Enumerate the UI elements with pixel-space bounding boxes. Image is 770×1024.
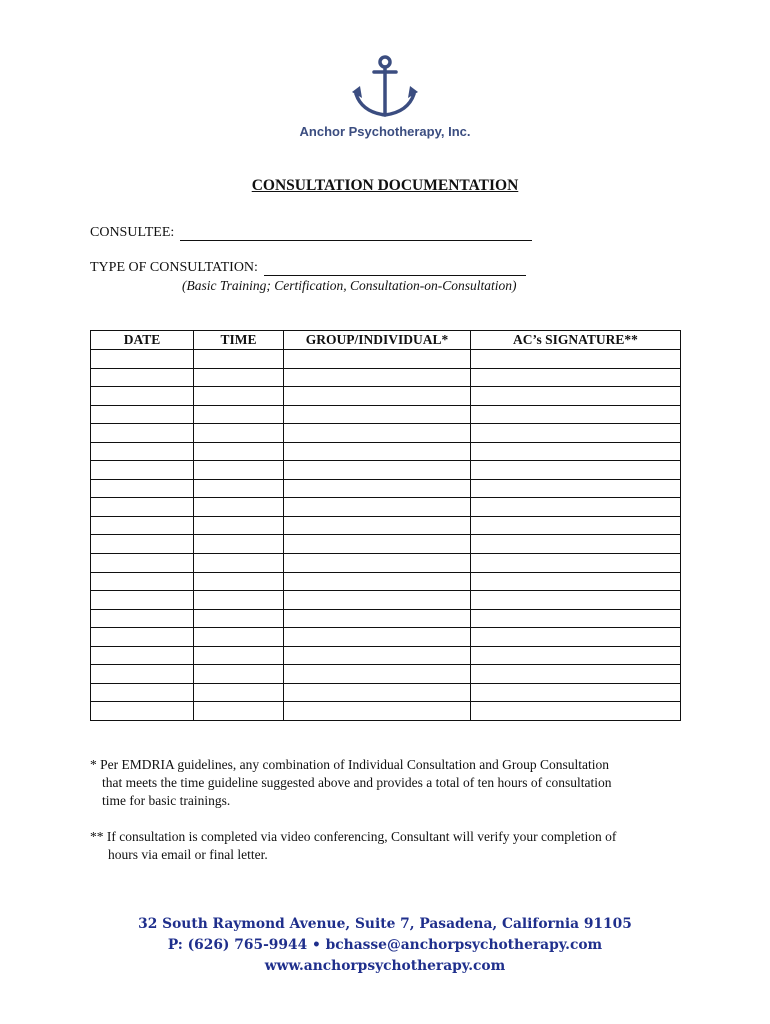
footnote-line: hours via email or final letter.: [108, 847, 268, 862]
date-cell[interactable]: [91, 405, 194, 424]
date-cell[interactable]: [91, 646, 194, 665]
signature-cell[interactable]: [471, 516, 681, 535]
group-individual-cell[interactable]: [284, 479, 471, 498]
group-individual-cell[interactable]: [284, 591, 471, 610]
group-individual-cell[interactable]: [284, 368, 471, 387]
signature-cell[interactable]: [471, 628, 681, 647]
footer: [0, 914, 770, 977]
table-row: [91, 535, 681, 554]
table-header-row: [91, 331, 681, 350]
group-individual-cell[interactable]: [284, 424, 471, 443]
consultation-type-field[interactable]: [264, 261, 526, 276]
table-row: [91, 479, 681, 498]
group-individual-cell[interactable]: [284, 405, 471, 424]
table-row: [91, 683, 681, 702]
group-individual-cell[interactable]: [284, 628, 471, 647]
signature-cell[interactable]: [471, 665, 681, 684]
footnote-line: time for basic trainings.: [102, 793, 231, 808]
signature-cell[interactable]: [471, 572, 681, 591]
group-individual-cell[interactable]: [284, 554, 471, 573]
date-cell[interactable]: [91, 479, 194, 498]
signature-cell[interactable]: [471, 591, 681, 610]
consultation-type-label: TYPE OF CONSULTATION:: [90, 260, 258, 275]
column-header-date: DATE: [91, 331, 194, 350]
group-individual-cell[interactable]: [284, 702, 471, 721]
group-individual-cell[interactable]: [284, 665, 471, 684]
table-row: [91, 405, 681, 424]
table-row: [91, 350, 681, 369]
consultation-type-hint: (Basic Training; Certification, Consultation-on-Consultation): [182, 278, 517, 293]
footnote-video-conferencing: [90, 828, 690, 864]
document-title: CONSULTATION DOCUMENTATION: [251, 177, 519, 194]
consultation-type-row: [90, 260, 526, 276]
time-cell[interactable]: [194, 368, 284, 387]
date-cell[interactable]: [91, 665, 194, 684]
signature-cell[interactable]: [471, 350, 681, 369]
date-cell[interactable]: [91, 350, 194, 369]
time-cell[interactable]: [194, 405, 284, 424]
date-cell[interactable]: [91, 702, 194, 721]
column-header-signature: AC’s SIGNATURE**: [471, 331, 681, 350]
signature-cell[interactable]: [471, 498, 681, 517]
date-cell[interactable]: [91, 591, 194, 610]
table-row: [91, 591, 681, 610]
date-cell[interactable]: [91, 442, 194, 461]
date-cell[interactable]: [91, 516, 194, 535]
date-cell[interactable]: [91, 683, 194, 702]
time-cell[interactable]: [194, 461, 284, 480]
table-row: [91, 554, 681, 573]
consultee-row: [90, 225, 532, 241]
signature-cell[interactable]: [471, 609, 681, 628]
column-header-group-individual: GROUP/INDIVIDUAL*: [284, 331, 471, 350]
time-cell[interactable]: [194, 572, 284, 591]
signature-cell[interactable]: [471, 554, 681, 573]
time-cell[interactable]: [194, 628, 284, 647]
table-row: [91, 442, 681, 461]
footnote-line: that meets the time guideline suggested above and provides a total of ten hours of consultation: [102, 775, 612, 790]
footnote-emdria: [90, 756, 690, 810]
time-cell[interactable]: [194, 498, 284, 517]
signature-cell[interactable]: [471, 442, 681, 461]
table-row: [91, 387, 681, 406]
signature-cell[interactable]: [471, 424, 681, 443]
group-individual-cell[interactable]: [284, 516, 471, 535]
date-cell[interactable]: [91, 461, 194, 480]
signature-cell[interactable]: [471, 479, 681, 498]
time-cell[interactable]: [194, 442, 284, 461]
date-cell[interactable]: [91, 424, 194, 443]
consultation-log-table: [90, 330, 681, 721]
time-cell[interactable]: [194, 424, 284, 443]
footnote-line: * Per EMDRIA guidelines, any combination of Individual Consultation and Group Consultation: [90, 757, 609, 772]
footer-address: 32 South Raymond Avenue, Suite 7, Pasadena, California 91105: [138, 916, 632, 932]
group-individual-cell[interactable]: [284, 387, 471, 406]
group-individual-cell[interactable]: [284, 646, 471, 665]
group-individual-cell[interactable]: [284, 461, 471, 480]
time-cell[interactable]: [194, 665, 284, 684]
time-cell[interactable]: [194, 535, 284, 554]
date-cell[interactable]: [91, 609, 194, 628]
group-individual-cell[interactable]: [284, 498, 471, 517]
signature-cell[interactable]: [471, 535, 681, 554]
signature-cell[interactable]: [471, 646, 681, 665]
date-cell[interactable]: [91, 572, 194, 591]
group-individual-cell[interactable]: [284, 442, 471, 461]
footer-contact: P: (626) 765-9944 • bchasse@anchorpsychotherapy.com: [167, 937, 603, 953]
signature-cell[interactable]: [471, 405, 681, 424]
time-cell[interactable]: [194, 479, 284, 498]
date-cell[interactable]: [91, 628, 194, 647]
signature-cell[interactable]: [471, 387, 681, 406]
group-individual-cell[interactable]: [284, 535, 471, 554]
time-cell[interactable]: [194, 554, 284, 573]
signature-cell[interactable]: [471, 368, 681, 387]
footer-website[interactable]: www.anchorpsychotherapy.com: [264, 958, 506, 974]
anchor-icon: [350, 52, 420, 122]
time-cell[interactable]: [194, 350, 284, 369]
signature-cell[interactable]: [471, 702, 681, 721]
signature-cell[interactable]: [471, 683, 681, 702]
time-cell[interactable]: [194, 702, 284, 721]
group-individual-cell[interactable]: [284, 350, 471, 369]
signature-cell[interactable]: [471, 461, 681, 480]
table-row: [91, 702, 681, 721]
date-cell[interactable]: [91, 554, 194, 573]
table-row: [91, 516, 681, 535]
date-cell[interactable]: [91, 368, 194, 387]
group-individual-cell[interactable]: [284, 572, 471, 591]
table-row: [91, 461, 681, 480]
time-cell[interactable]: [194, 591, 284, 610]
table-row: [91, 628, 681, 647]
consultee-label: CONSULTEE:: [90, 225, 175, 240]
time-cell[interactable]: [194, 516, 284, 535]
date-cell[interactable]: [91, 535, 194, 554]
group-individual-cell[interactable]: [284, 683, 471, 702]
time-cell[interactable]: [194, 646, 284, 665]
column-header-time: TIME: [194, 331, 284, 350]
table-row: [91, 424, 681, 443]
footnote-line: ** If consultation is completed via video conferencing, Consultant will verify your completion of: [90, 829, 617, 844]
group-individual-cell[interactable]: [284, 609, 471, 628]
time-cell[interactable]: [194, 609, 284, 628]
date-cell[interactable]: [91, 387, 194, 406]
table-row: [91, 665, 681, 684]
table-row: [91, 368, 681, 387]
table-row: [91, 609, 681, 628]
company-name: Anchor Psychotherapy, Inc.: [299, 124, 471, 139]
time-cell[interactable]: [194, 683, 284, 702]
table-row: [91, 572, 681, 591]
time-cell[interactable]: [194, 387, 284, 406]
consultee-field[interactable]: [180, 226, 532, 241]
table-row: [91, 498, 681, 517]
date-cell[interactable]: [91, 498, 194, 517]
table-row: [91, 646, 681, 665]
company-logo: [0, 52, 770, 122]
